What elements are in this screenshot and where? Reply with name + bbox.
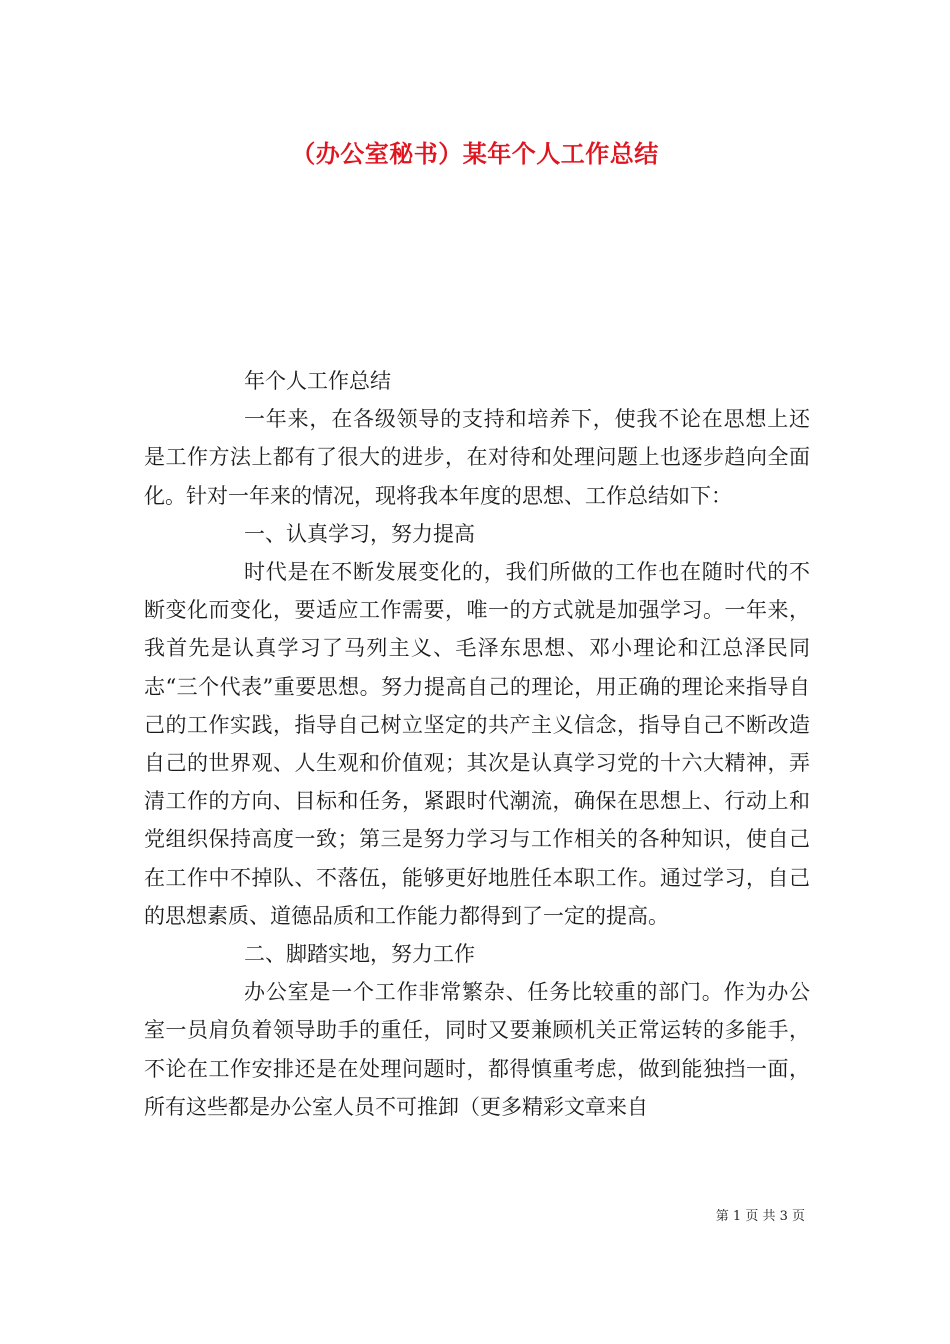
section-1-paragraph: 时代是在不断发展变化的，我们所做的工作也在随时代的不断变化而变化，要适应工作需要，唯一的方式就是加强学习。一年来，我首先是认真学习了马列主义、毛泽东思想、邓小理论和江总泽民同志“三个代表”重要思想。努力提高自己的理论，用正确的理论来指导自己的工作实践，指导自己树立坚定的共产主义信念，指导自己不断改造自己的世界观、人生观和价值观；其次是认真学习党的十六大精神，弄清工作的方向、目标和任务，紧跟时代潮流，确保在思想上、行动上和党组织保持高度一致；第三是努力学习与工作相关的各种知识，使自己在工作中不掉队、不落伍，能够更好地胜任本职工作。通过学习，自己的思想素质、道德品质和工作能力都得到了一定的提高。 [144,560,810,928]
document-title: （办公室秘书）某年个人工作总结 [291,139,659,168]
page-number: 第 1 页 共 3 页 [715,1209,805,1224]
intro-paragraph: 一年来，在各级领导的支持和培养下，使我不论在思想上还是工作方法上都有了很大的进步，在对待和处理问题上也逐步趋向全面化。针对一年来的情况，现将我本年度的思想、工作总结如下： [144,407,810,508]
document-body [144,362,810,1126]
section-2-heading: 二、脚踏实地，努力工作 [244,942,475,967]
section-2-paragraph: 办公室是一个工作非常繁杂、任务比较重的部门。作为办公室一员肩负着领导助手的重任，同时又要兼顾机关正常运转的多能手，不论在工作安排还是在处理问题时，都得慎重考虑，做到能独挡一面，所有这些都是办公室人员不可推卸（更多精彩文章来自 [144,980,810,1119]
document-subtitle: 年个人工作总结 [244,369,391,393]
section-1-heading: 一、认真学习，努力提高 [244,521,475,546]
